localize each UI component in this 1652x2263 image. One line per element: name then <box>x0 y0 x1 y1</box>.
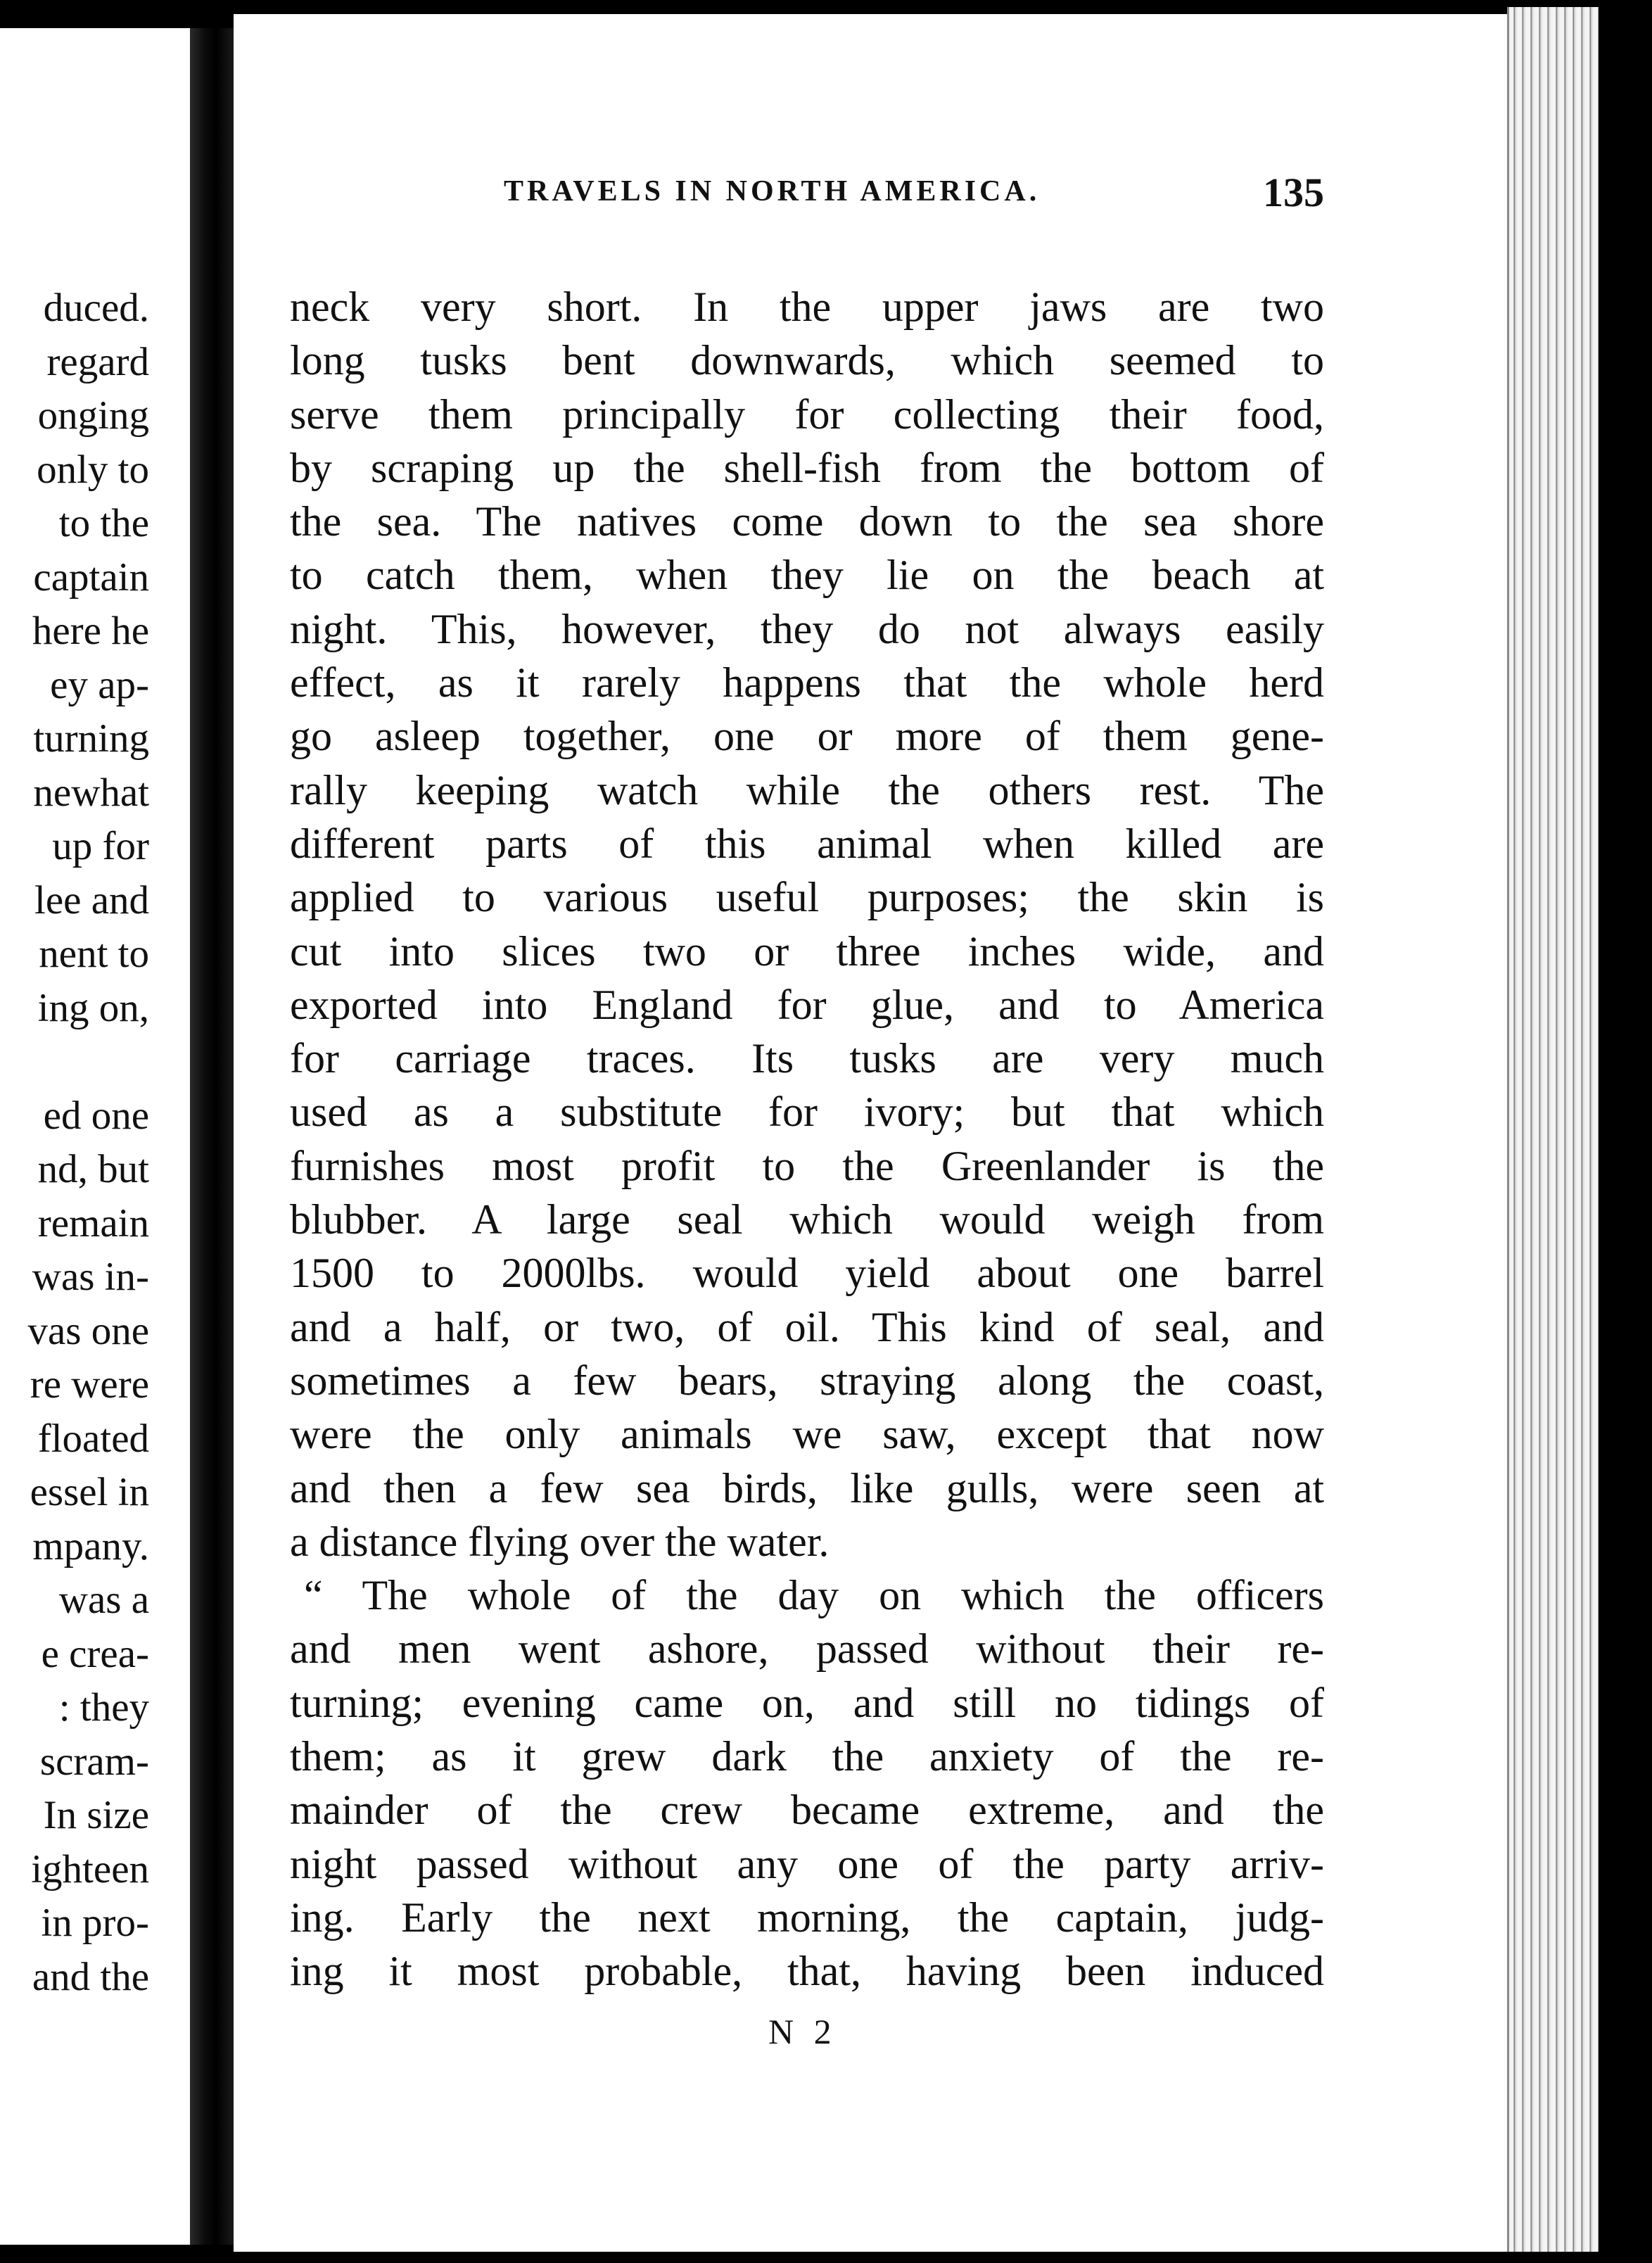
running-title: TRAVELS IN NORTH AMERICA. <box>504 175 1041 208</box>
text-line: and a half, or two, of oil. This kind of seal, and <box>290 1303 1324 1350</box>
text-line: and then a few sea birds, like gulls, were seen at <box>290 1464 1324 1511</box>
facing-line: turning <box>33 716 149 761</box>
facing-line: here he <box>32 609 149 653</box>
facing-line: only to <box>37 447 149 492</box>
text-line: night. This, however, they do not always easily <box>290 605 1324 652</box>
facing-line: re were <box>30 1362 149 1407</box>
paragraph-end-line: a distance flying over the water. <box>290 1518 830 1565</box>
facing-line: ey ap- <box>50 662 149 707</box>
text-line: by scraping up the shell-fish from the bottom of <box>290 444 1324 491</box>
body-text <box>290 280 1324 1998</box>
text-line: ing. Early the next morning, the captain, judg- <box>290 1894 1324 1941</box>
facing-line: in pro- <box>41 1901 149 1945</box>
text-line: and men went ashore, passed without their re- <box>290 1625 1324 1673</box>
running-head <box>267 170 1323 227</box>
facing-line: scram- <box>39 1739 149 1784</box>
text-line: sometimes a few bears, straying along the coast, <box>290 1357 1324 1404</box>
text-line: 1500 to 2000lbs. would yield about one barrel <box>290 1250 1324 1297</box>
facing-line: remain <box>37 1200 149 1245</box>
text-line: to catch them, when they lie on the beach at <box>290 552 1324 599</box>
facing-line: onging <box>37 393 149 438</box>
text-line: neck very short. In the upper jaws are two <box>290 284 1324 330</box>
facing-line: floated <box>37 1416 149 1461</box>
facing-line: vas one <box>27 1308 149 1353</box>
text-line: exported into England for glue, and to America <box>290 981 1324 1028</box>
facing-line: captain <box>33 554 149 600</box>
text-line: furnishes most profit to the Greenlander is the <box>290 1142 1324 1189</box>
text-line: night passed without any one of the party arriv- <box>290 1840 1324 1887</box>
facing-line: : they <box>58 1685 149 1730</box>
facing-line: ighteen <box>31 1846 149 1891</box>
scan-border <box>1599 0 1652 2263</box>
facing-line: mpany. <box>32 1523 149 1568</box>
text-line: the sea. The natives come down to the sea shore <box>290 498 1324 545</box>
facing-line: up for <box>52 824 149 868</box>
signature-mark: N 2 <box>768 2012 837 2051</box>
text-line: effect, as it rarely happens that the whole herd <box>290 659 1324 706</box>
facing-line-blank <box>27 1035 149 1089</box>
text-line: used as a substitute for ivory; but that which <box>290 1089 1324 1136</box>
text-line: mainder of the crew became extreme, and the <box>290 1787 1324 1834</box>
text-line: different parts of this animal when killed are <box>290 820 1324 867</box>
text-line: long tusks bent downwards, which seemed to <box>290 337 1324 384</box>
facing-line: nd, but <box>37 1147 149 1191</box>
facing-line: was in- <box>32 1255 149 1299</box>
facing-line: was a <box>58 1578 149 1622</box>
facing-page-fragment <box>0 28 190 2245</box>
text-line: for carriage traces. Its tusks are very much <box>290 1035 1324 1082</box>
text-line: them; as it grew dark the anxiety of the re- <box>290 1733 1324 1780</box>
text-line: turning; evening came on, and still no tidings of <box>290 1679 1324 1726</box>
text-line: blubber. A large seal which would weigh from <box>290 1196 1324 1243</box>
text-line: cut into slices two or three inches wide, and <box>290 927 1324 975</box>
facing-line: duced. <box>43 286 149 330</box>
paragraph-start-line: “ The whole of the day on which the officers <box>304 1572 1324 1619</box>
text-line: ing it most probable, that, having been induced <box>290 1948 1324 1995</box>
facing-line: newhat <box>33 770 149 815</box>
book-gutter <box>190 28 234 2245</box>
facing-page-text <box>27 281 149 2004</box>
text-line: applied to various useful purposes; the skin is <box>290 874 1324 921</box>
page-stack-edge <box>1507 7 1601 2252</box>
facing-line: In size <box>43 1793 149 1837</box>
facing-line: and the <box>32 1954 149 1999</box>
text-line: rally keeping watch while the others rest. The <box>290 766 1324 813</box>
facing-line: ing on, <box>37 985 149 1030</box>
facing-line: e crea- <box>41 1631 149 1676</box>
facing-line: regard <box>46 339 149 384</box>
facing-line: ed one <box>43 1093 149 1138</box>
text-line: were the only animals we saw, except that now <box>290 1411 1324 1458</box>
page-number: 135 <box>1263 170 1324 215</box>
facing-line: nent to <box>39 932 149 976</box>
text-line: go asleep together, one or more of them gene- <box>290 713 1324 760</box>
facing-line: to the <box>58 501 149 545</box>
facing-line: essel in <box>30 1470 149 1514</box>
text-line: serve them principally for collecting their food, <box>290 391 1324 438</box>
facing-line: lee and <box>34 877 149 923</box>
